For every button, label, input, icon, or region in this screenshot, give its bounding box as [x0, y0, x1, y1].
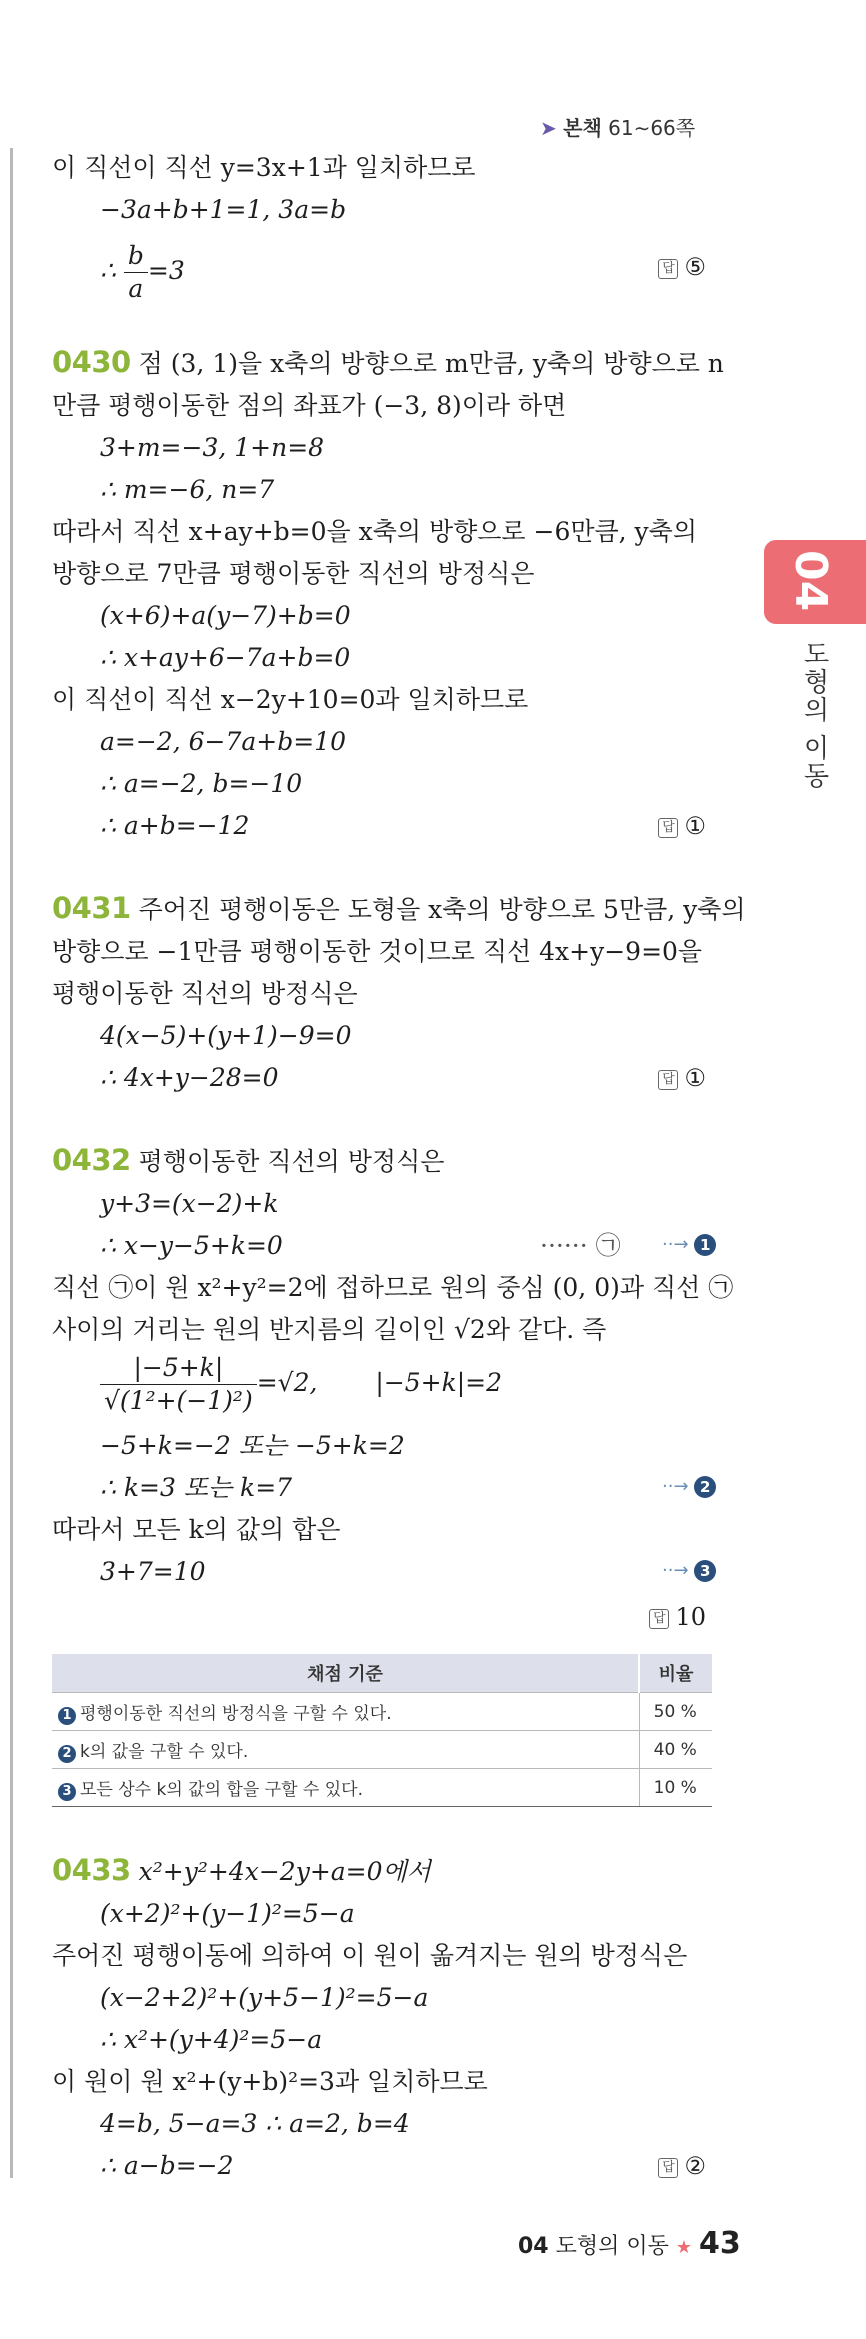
problem-number: 0432: [52, 1143, 131, 1177]
criteria-ratio: 50 %: [639, 1693, 712, 1731]
fraction-numerator: |−5+k|: [100, 1352, 257, 1385]
criteria-text: [52, 1693, 639, 1731]
equation-line: ∴ a+b=−12: [100, 811, 250, 840]
equation-rhs: =√2,: [256, 1368, 318, 1397]
problem-number: 0431: [52, 891, 131, 925]
text: x²+y²+4x−2y+a=0에서: [138, 1857, 431, 1886]
step-number: 1: [58, 1707, 76, 1725]
criteria-text: [52, 1731, 639, 1769]
answer-431: [658, 1063, 706, 1093]
equation-line: y+3=(x−2)+k: [100, 1189, 279, 1218]
text-line: 직선 ㉠이 원 x²+y²=2에 접하므로 원의 중심 (0, 0)과 직선 ㉠: [52, 1273, 734, 1302]
text-line: 이 직선이 직선 x−2y+10=0과 일치하므로: [52, 685, 529, 714]
problem-0433-line: [52, 1854, 431, 1888]
page-number: 43: [699, 2226, 741, 2261]
equation-line: 4=b, 5−a=3 ∴ a=2, b=4: [100, 2109, 410, 2138]
text-line: 주어진 평행이동에 의하여 이 원이 옮겨지는 원의 방정식은: [52, 1941, 688, 1970]
text: 평행이동한 직선의 방정식은: [138, 1147, 445, 1176]
text-line: 이 원이 원 x²+(y+b)²=3과 일치하므로: [52, 2067, 488, 2096]
answer-430: [658, 811, 706, 841]
fraction-numerator: b: [124, 240, 148, 273]
criteria-ratio: 40 %: [639, 1731, 712, 1769]
problem-0431-line: [52, 892, 746, 926]
text: 주어진 평행이동은 도형을 x축의 방향으로 5만큼, y축의: [138, 895, 746, 924]
answer-icon: 답: [658, 259, 678, 279]
left-margin-rule: [10, 148, 13, 2178]
equation-line: [100, 240, 185, 305]
equation-line: [100, 1352, 502, 1417]
problem-0430-line: [52, 346, 724, 380]
step-number: 2: [58, 1745, 76, 1763]
footer-chapter-number: 04: [518, 2234, 549, 2259]
step-number: 2: [694, 1476, 716, 1498]
text-line: 방향으로 −1만큼 평행이동한 것이므로 직선 4x+y−9=0을: [52, 937, 703, 966]
equation-line: (x−2+2)²+(y+5−1)²=5−a: [100, 1983, 429, 2012]
chapter-tab: [764, 540, 866, 624]
answer-429: [658, 252, 706, 282]
problem-0432-line: [52, 1144, 444, 1178]
fraction: [100, 1352, 257, 1417]
equation-line: ∴ a=−2, b=−10: [100, 769, 303, 798]
problem-number: 0430: [52, 345, 131, 379]
text-line: 사이의 거리는 원의 반지름의 길이인 √2와 같다. 즉: [52, 1315, 607, 1344]
criteria-text: [52, 1769, 639, 1807]
answer-icon: 답: [658, 818, 678, 838]
table-row: [52, 1769, 712, 1807]
criteria-label: k의 값을 구할 수 있다.: [80, 1741, 249, 1762]
arrow-icon: ➤: [540, 116, 557, 140]
therefore-symbol: ∴: [100, 256, 116, 285]
answer-433: [658, 2151, 706, 2181]
text-line: 만큼 평행이동한 점의 좌표가 (−3, 8)이라 하면: [52, 391, 567, 420]
step-2-marker: ··→ 2: [662, 1476, 716, 1498]
answer-432: [649, 1602, 706, 1632]
criteria-ratio: 10 %: [639, 1769, 712, 1807]
header-reference: [540, 112, 695, 141]
equation-line: ∴ 4x+y−28=0: [100, 1063, 279, 1092]
answer-icon: 답: [658, 1070, 678, 1090]
text-line: 따라서 직선 x+ay+b=0을 x축의 방향으로 −6만큼, y축의: [52, 517, 697, 546]
step-number: 3: [694, 1560, 716, 1582]
problem-number: 0433: [52, 1853, 131, 1887]
answer-value: ⑤: [684, 253, 706, 281]
fraction: [124, 240, 148, 305]
answer-icon: 답: [649, 1609, 669, 1629]
equation-line: a=−2, 6−7a+b=10: [100, 727, 346, 756]
chapter-side-title: 도형의 이동: [799, 640, 829, 791]
equation-line: 3+m=−3, 1+n=8: [100, 433, 325, 462]
equation-rhs: =3: [147, 256, 185, 285]
table-row: [52, 1731, 712, 1769]
equation-line: 3+7=10: [100, 1557, 206, 1586]
text: 점 (3, 1)을 x축의 방향으로 m만큼, y축의 방향으로 n: [138, 349, 724, 378]
criteria-label: 평행이동한 직선의 방정식을 구할 수 있다.: [80, 1703, 392, 1724]
equation-line: ∴ m=−6, n=7: [100, 475, 275, 504]
answer-value: 10: [675, 1603, 706, 1631]
equation-line: (x+6)+a(y−7)+b=0: [100, 601, 351, 630]
table-row: [52, 1693, 712, 1731]
equation-line: ∴ x+ay+6−7a+b=0: [100, 643, 351, 672]
fraction-denominator: a: [128, 274, 144, 303]
criteria-label: 모든 상수 k의 값의 합을 구할 수 있다.: [80, 1779, 363, 1800]
text-line: 평행이동한 직선의 방정식은: [52, 979, 358, 1008]
equation-line: ∴ k=3 또는 k=7: [100, 1473, 293, 1502]
star-icon: ★: [675, 2237, 693, 2258]
header-range: 61∼66쪽: [608, 116, 696, 140]
table-header-ratio: 비율: [639, 1654, 712, 1693]
step-number: 3: [58, 1783, 76, 1801]
step-number: 1: [694, 1234, 716, 1256]
equation-line: 4(x−5)+(y+1)−9=0: [100, 1021, 352, 1050]
equation-line: (x+2)²+(y−1)²=5−a: [100, 1899, 355, 1928]
page-footer: [518, 2226, 741, 2261]
answer-icon: 답: [658, 2158, 678, 2178]
answer-value: ②: [684, 2152, 706, 2180]
fraction-denominator: √(1²+(−1)²): [104, 1386, 253, 1415]
text-line: 방향으로 7만큼 평행이동한 직선의 방정식은: [52, 559, 535, 588]
table-header-criteria: 채점 기준: [52, 1654, 639, 1693]
scoring-criteria-table: [52, 1654, 712, 1807]
step-3-marker: ··→ 3: [662, 1560, 716, 1582]
equation-line: ∴ a−b=−2: [100, 2151, 234, 2180]
equation-side: |−5+k|=2: [375, 1368, 503, 1397]
answer-value: ①: [684, 1064, 706, 1092]
equation-line: −3a+b+1=1, 3a=b: [100, 195, 347, 224]
text-line: 이 직선이 직선 y=3x+1과 일치하므로: [52, 153, 476, 182]
equation-line: −5+k=−2 또는 −5+k=2: [100, 1431, 405, 1460]
footer-chapter-title: 도형의 이동: [555, 2234, 669, 2259]
header-prefix: 본책: [563, 116, 602, 140]
step-1-marker: ··→ 1: [662, 1234, 716, 1256]
table-header-row: [52, 1654, 712, 1693]
answer-value: ①: [684, 812, 706, 840]
text-line: 따라서 모든 k의 값의 합은: [52, 1515, 341, 1544]
equation-line: ∴ x²+(y+4)²=5−a: [100, 2025, 323, 2054]
chapter-tab-number: 04: [785, 550, 836, 612]
equation-line: ∴ x−y−5+k=0: [100, 1231, 283, 1260]
equation-label: ······ ㉠: [540, 1231, 621, 1260]
